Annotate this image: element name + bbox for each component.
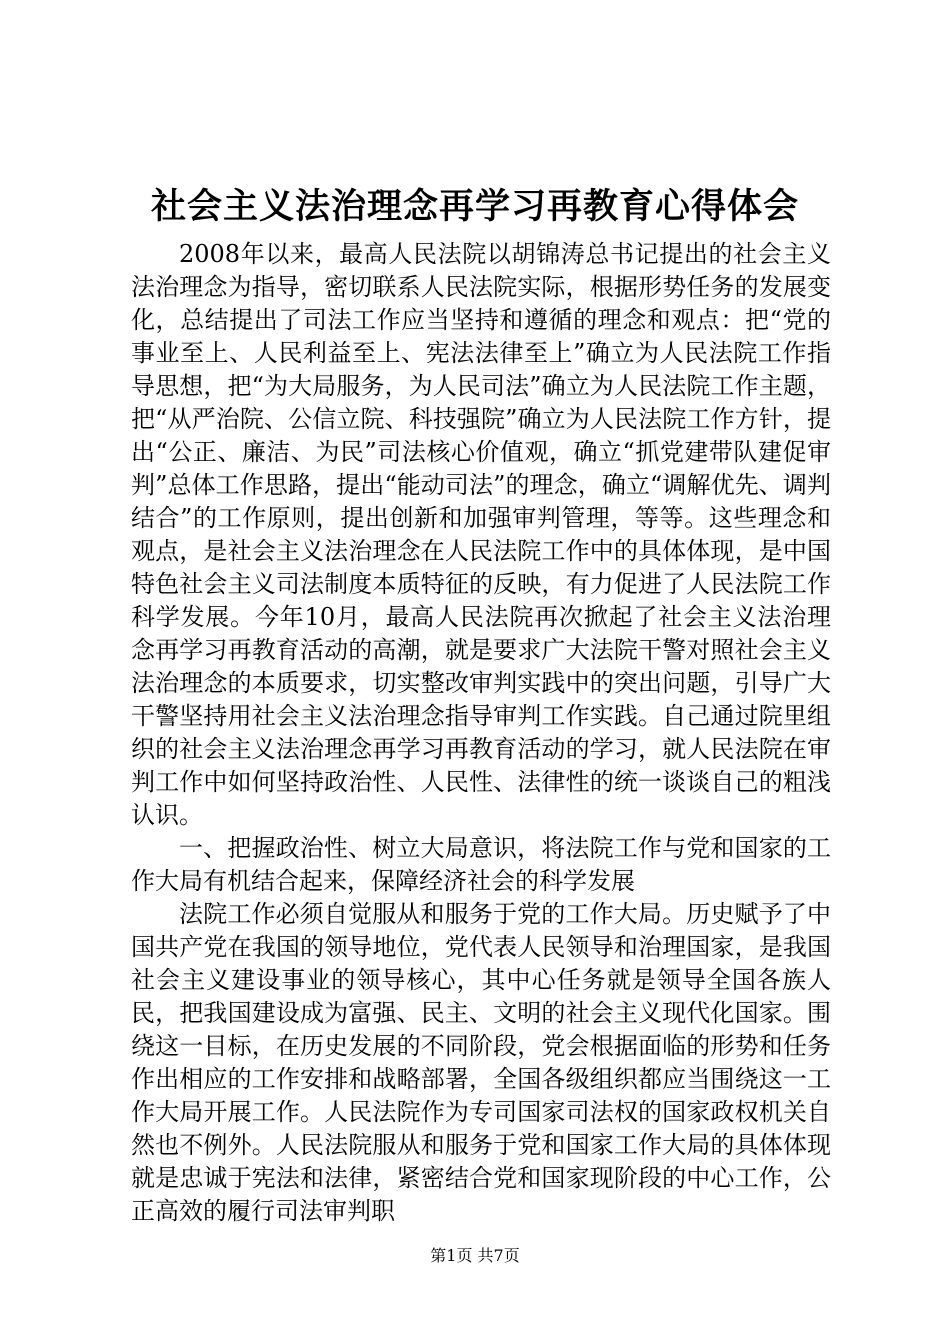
paragraph-section-heading-1: 一、把握政治性、树立大局意识，将法院工作与党和国家的工作大局有机结合起来，保障经济社会的科学发展 xyxy=(131,834,831,895)
paragraph-intro: 2008年以来，最高人民法院以胡锦涛总书记提出的社会主义法治理念为指导，密切联系人民法院实际，根据形势任务的发展变化，总结提出了司法工作应当坚持和遵循的理念和观点：把“党的事业至上、人民利益至上、宪法法律至上”确立为人民法院工作指导思想，把“为大局服务，为人民司法”确立为人民法院工作主题，把“从严治院、公信立院、科技强院”确立为人民法院工作方针，提出“公正、廉洁、为民”司法核心价值观，确立“抓党建带队建促审判”总体工作思路，提出“能动司法”的理念，确立“调解优先、调判结合”的工作原则，提出创新和加强审判管理，等等。这些理念和观点，是社会主义法治理念在人民法院工作中的具体体现，是中国特色社会主义司法制度本质特征的反映，有力促进了人民法院工作科学发展。今年10月，最高人民法院再次掀起了社会主义法治理念再学习再教育活动的高潮，就是要求广大法院干警对照社会主义法治理念的本质要求，切实整改审判实践中的突出问题，引导广大干警坚持用社会主义法治理念指导审判工作实践。自己通过院里组织的社会主义法治理念再学习再教育活动的学习，就人民法院在审判工作中如何坚持政治性、人民性、法律性的统一谈谈自己的粗浅认识。 xyxy=(131,240,831,829)
document-title: 社会主义法治理念再学习再教育心得体会 xyxy=(150,186,799,227)
document-body xyxy=(131,238,831,1228)
page-number-footer: 第1页 共7页 xyxy=(430,1246,520,1265)
paragraph-section-1-body: 法院工作必须自觉服从和服务于党的工作大局。历史赋予了中国共产党在我国的领导地位，党代表人民领导和治理国家，是我国社会主义建设事业的领导核心，其中心任务就是领导全国各族人民，把我国建设成为富强、民主、文明的社会主义现代化国家。围绕这一目标，在历史发展的不同阶段，党会根据面临的形势和任务作出相应的工作安排和战略部署，全国各级组织都应当围绕这一工作大局开展工作。人民法院作为专司国家司法权的国家政权机关自然也不例外。人民法院服从和服务于党和国家工作大局的具体体现就是忠诚于宪法和法律，紧密结合党和国家现阶段的中心工作，公正高效的履行司法审判职 xyxy=(131,900,831,1225)
